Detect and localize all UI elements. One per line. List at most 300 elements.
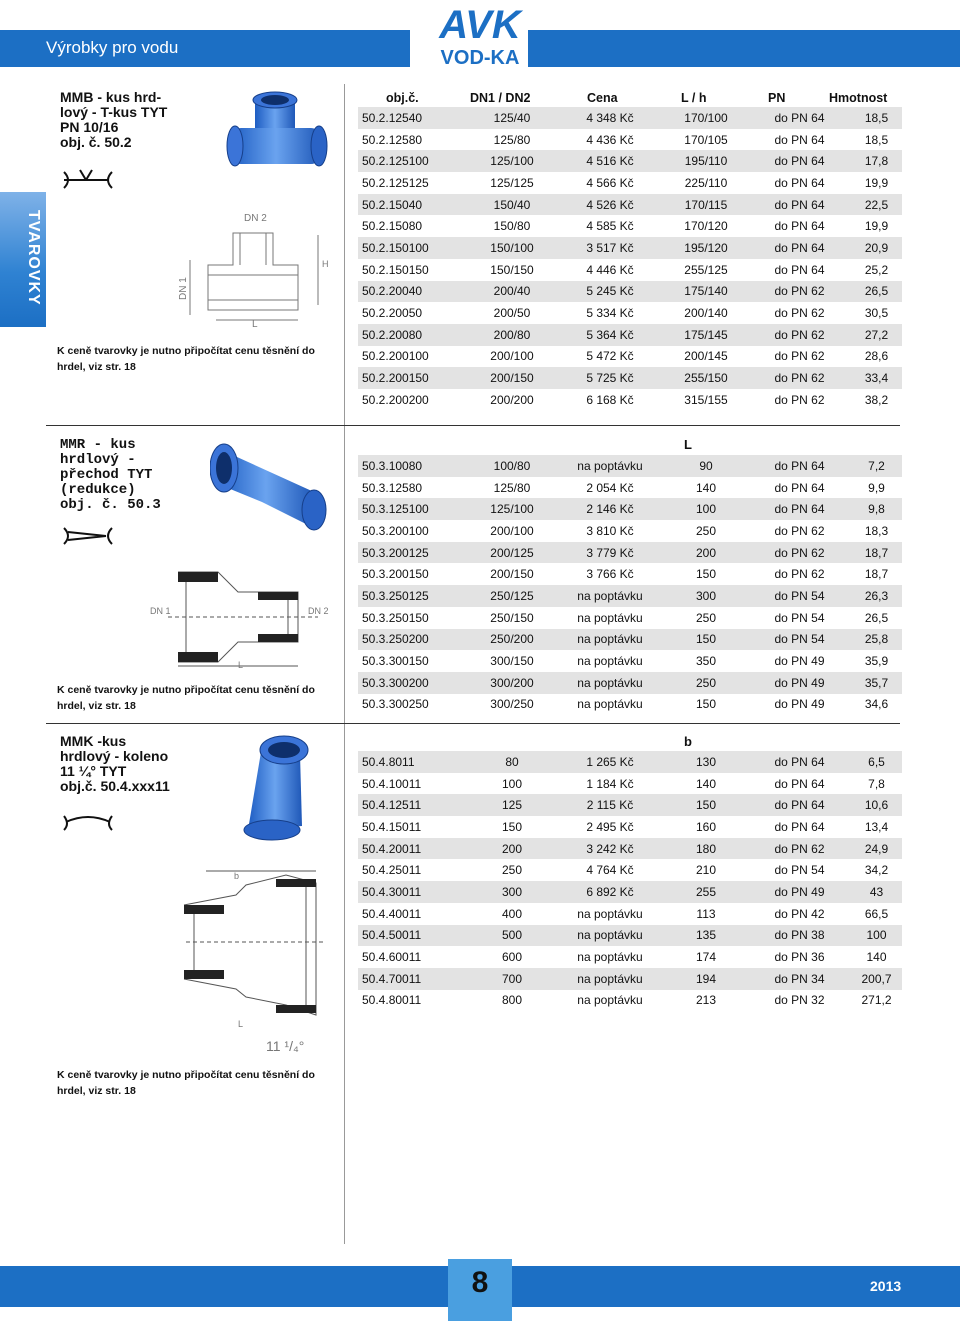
table-cell: 4 348 Kč bbox=[556, 107, 664, 129]
table-row bbox=[358, 237, 902, 259]
table-cell: 200,7 bbox=[851, 968, 902, 990]
table-cell: 200/200 bbox=[490, 392, 534, 407]
table-cell: do PN 62 bbox=[774, 567, 825, 582]
table-cell: 300 bbox=[468, 881, 556, 903]
table-row bbox=[358, 816, 902, 838]
footer-year: 2013 bbox=[870, 1278, 902, 1294]
table-cell: 50.4.25011 bbox=[362, 863, 422, 878]
table-cell: 2 146 Kč bbox=[556, 498, 664, 520]
table-cell: 18,5 bbox=[851, 107, 902, 129]
table-cell: do PN 32 bbox=[774, 993, 825, 1008]
table-cell: 50.3.300250 bbox=[362, 697, 429, 712]
table-row bbox=[358, 990, 902, 1012]
table-row bbox=[358, 107, 902, 129]
table-cell: do PN 64 bbox=[774, 262, 825, 277]
table-cell: 3 810 Kč bbox=[586, 523, 634, 538]
table-row bbox=[358, 542, 902, 564]
mmk-note: K ceně tvarovky je nutno připočítat cenu těsnění do hrdel, viz str. 18 bbox=[57, 1069, 315, 1097]
table-row bbox=[358, 672, 902, 694]
table-row bbox=[358, 455, 902, 477]
table-cell: 6 168 Kč bbox=[586, 392, 634, 407]
table-row bbox=[358, 259, 902, 281]
table-cell: 50.2.12540 bbox=[358, 107, 468, 129]
table-cell: 25,2 bbox=[864, 262, 889, 277]
table-cell: 125/100 bbox=[468, 150, 556, 172]
table-cell: 50.3.200150 bbox=[362, 567, 429, 582]
table-cell: 1 184 Kč bbox=[586, 776, 634, 791]
table-cell: 50.2.20040 bbox=[358, 281, 468, 303]
table-cell: 38,2 bbox=[864, 392, 889, 407]
reducer-drawing bbox=[148, 562, 338, 672]
table-cell: 50.4.20011 bbox=[358, 838, 468, 860]
table-cell: na poptávku bbox=[577, 950, 643, 965]
table-cell: 50.3.125100 bbox=[358, 498, 468, 520]
table-cell: 1 265 Kč bbox=[556, 751, 664, 773]
mmr-table bbox=[358, 455, 902, 715]
table-cell: do PN 34 bbox=[748, 968, 851, 990]
table-cell: 170/100 bbox=[664, 107, 748, 129]
table-cell: 50.2.12580 bbox=[362, 132, 423, 147]
table-cell: 250/125 bbox=[468, 585, 556, 607]
table-cell: do PN 64 bbox=[774, 175, 825, 190]
column-divider bbox=[344, 84, 345, 1244]
section-divider bbox=[46, 425, 900, 426]
bend-photo bbox=[222, 730, 322, 842]
table-row bbox=[358, 129, 902, 151]
table-cell: 194 bbox=[664, 968, 748, 990]
table-cell: 175/145 bbox=[664, 324, 748, 346]
table-cell: na poptávku bbox=[556, 672, 664, 694]
table-row bbox=[358, 751, 902, 773]
table-cell: 160 bbox=[695, 819, 717, 834]
table-cell: 180 bbox=[664, 838, 748, 860]
mmb-note: K ceně tvarovky je nutno připočítat cenu těsnění do hrdel, viz str. 18 bbox=[57, 345, 315, 373]
table-cell: 100/80 bbox=[468, 455, 556, 477]
table-row bbox=[358, 694, 902, 716]
table-row bbox=[358, 607, 902, 629]
reducer-symbol-icon bbox=[60, 522, 116, 550]
table-cell: 50.3.10080 bbox=[358, 455, 468, 477]
table-cell: 43 bbox=[851, 881, 902, 903]
table-cell: 4 516 Kč bbox=[556, 150, 664, 172]
table-row bbox=[358, 563, 902, 585]
table-cell: 150 bbox=[664, 629, 748, 651]
col-header-dn: DN1 / DN2 bbox=[470, 91, 531, 105]
table-cell: 130 bbox=[664, 751, 748, 773]
table-cell: 200/125 bbox=[468, 542, 556, 564]
table-cell: 50.4.60011 bbox=[362, 950, 422, 965]
table-row bbox=[358, 773, 902, 795]
table-cell: 200/50 bbox=[493, 306, 531, 321]
tee-symbol-icon bbox=[60, 166, 116, 194]
table-cell: 50.3.200100 bbox=[362, 523, 429, 538]
table-row bbox=[358, 346, 902, 368]
table-cell: 174 bbox=[695, 950, 717, 965]
table-cell: do PN 62 bbox=[774, 349, 825, 364]
table-cell: 9,8 bbox=[851, 498, 902, 520]
table-cell: 250/200 bbox=[468, 629, 556, 651]
table-cell: 195/120 bbox=[664, 237, 748, 259]
table-cell: 140 bbox=[695, 480, 717, 495]
drawing-label-angle: 11 ¹/₄° bbox=[266, 1038, 305, 1054]
table-cell: 6,5 bbox=[851, 751, 902, 773]
table-cell: do PN 64 bbox=[748, 455, 851, 477]
table-cell: 50.4.8011 bbox=[358, 751, 468, 773]
table-cell: do PN 62 bbox=[748, 838, 851, 860]
table-cell: 19,9 bbox=[864, 219, 889, 234]
drawing-label-h: H bbox=[322, 259, 329, 269]
table-cell: 200 bbox=[468, 838, 556, 860]
table-cell: 26,5 bbox=[864, 610, 889, 625]
table-cell: do PN 62 bbox=[774, 306, 825, 321]
table-cell: 315/155 bbox=[684, 392, 728, 407]
table-cell: 5 472 Kč bbox=[586, 349, 634, 364]
logo-text-top: AVK bbox=[439, 3, 521, 47]
drawing-label-l: L bbox=[252, 319, 258, 330]
table-cell: 300 bbox=[664, 585, 748, 607]
table-cell: 50.4.80011 bbox=[362, 993, 422, 1008]
table-cell: 5 334 Kč bbox=[586, 306, 634, 321]
table-cell: 3 779 Kč bbox=[556, 542, 664, 564]
page-title: Výrobky pro vodu bbox=[46, 38, 179, 57]
mmb-title: MMB - kus hrd- lový - T-kus TYT PN 10/16 obj. č. 50.2 bbox=[60, 89, 168, 150]
reducer-photo bbox=[210, 432, 335, 537]
table-cell: 250/150 bbox=[490, 610, 534, 625]
table-row bbox=[358, 477, 902, 499]
table-cell: 24,9 bbox=[851, 838, 902, 860]
table-cell: 300/150 bbox=[490, 654, 534, 669]
table-cell: 170/115 bbox=[664, 194, 748, 216]
col-header-weight: Hmotnost bbox=[829, 91, 888, 105]
table-cell: 50.4.70011 bbox=[358, 968, 468, 990]
table-cell: 9,9 bbox=[868, 480, 885, 495]
mmk-title: MMK -kus hrdlový - koleno 11 ¼° TYT obj.č. 50.4.xxx11 bbox=[60, 733, 170, 794]
table-cell: do PN 64 bbox=[774, 480, 825, 495]
table-cell: 3 242 Kč bbox=[556, 838, 664, 860]
table-row bbox=[358, 881, 902, 903]
bend-symbol-icon bbox=[60, 810, 116, 834]
table-cell: do PN 64 bbox=[748, 107, 851, 129]
table-cell: 200/80 bbox=[468, 324, 556, 346]
table-cell: 200/150 bbox=[468, 367, 556, 389]
table-cell: 50.4.30011 bbox=[358, 881, 468, 903]
drawing-label-dn2: DN 2 bbox=[244, 213, 267, 224]
logo-text-bottom: VOD-KA bbox=[440, 47, 520, 69]
table-cell: do PN 54 bbox=[748, 585, 851, 607]
table-cell: 150/150 bbox=[490, 262, 534, 277]
section-divider bbox=[46, 723, 900, 724]
table-cell: 125/100 bbox=[468, 498, 556, 520]
table-cell: 150 bbox=[695, 567, 717, 582]
drawing-label-dn1: DN 1 bbox=[150, 606, 171, 616]
table-cell: do PN 64 bbox=[748, 751, 851, 773]
table-cell: do PN 64 bbox=[748, 498, 851, 520]
table-cell: 50.3.250125 bbox=[358, 585, 468, 607]
table-row bbox=[358, 838, 902, 860]
table-cell: 25,8 bbox=[851, 629, 902, 651]
table-cell: 50.4.50011 bbox=[358, 925, 468, 947]
table-row bbox=[358, 585, 902, 607]
table-cell: 50.2.15080 bbox=[362, 219, 423, 234]
mmr-col-header-l: L bbox=[684, 437, 692, 452]
table-cell: 250 bbox=[695, 523, 717, 538]
table-cell: 100 bbox=[501, 776, 523, 791]
table-cell: do PN 64 bbox=[748, 150, 851, 172]
table-cell: 50.4.10011 bbox=[362, 776, 422, 791]
table-cell: 600 bbox=[501, 950, 523, 965]
table-cell: 33,4 bbox=[851, 367, 902, 389]
table-cell: 4 585 Kč bbox=[586, 219, 634, 234]
table-cell: 150/80 bbox=[493, 219, 531, 234]
table-row bbox=[358, 215, 902, 237]
table-cell: 30,5 bbox=[864, 306, 889, 321]
table-row bbox=[358, 302, 902, 324]
table-cell: 20,9 bbox=[851, 237, 902, 259]
table-row bbox=[358, 925, 902, 947]
mmk-col-header-b: b bbox=[684, 734, 692, 749]
table-cell: 50.3.250150 bbox=[362, 610, 429, 625]
table-cell: 50.2.125125 bbox=[362, 175, 429, 190]
drawing-label-l: L bbox=[238, 660, 244, 670]
table-row bbox=[358, 794, 902, 816]
table-cell: 4 764 Kč bbox=[586, 863, 634, 878]
table-cell: 125/40 bbox=[468, 107, 556, 129]
table-cell: do PN 62 bbox=[774, 523, 825, 538]
table-row bbox=[358, 150, 902, 172]
table-cell: 210 bbox=[695, 863, 717, 878]
table-cell: 500 bbox=[468, 925, 556, 947]
table-cell: 125/80 bbox=[493, 132, 531, 147]
table-cell: 18,7 bbox=[864, 567, 889, 582]
table-cell: 195/110 bbox=[664, 150, 748, 172]
table-cell: na poptávku bbox=[556, 455, 664, 477]
table-cell: 4 436 Kč bbox=[586, 132, 634, 147]
mmb-table bbox=[358, 107, 902, 411]
table-cell: na poptávku bbox=[577, 610, 643, 625]
table-cell: 27,2 bbox=[851, 324, 902, 346]
table-cell: do PN 62 bbox=[774, 392, 825, 407]
col-header-price: Cena bbox=[587, 91, 618, 105]
table-cell: 135 bbox=[664, 925, 748, 947]
table-cell: 35,9 bbox=[864, 654, 889, 669]
table-cell: 13,4 bbox=[864, 819, 889, 834]
table-cell: 150 bbox=[695, 697, 717, 712]
table-cell: 2 115 Kč bbox=[556, 794, 664, 816]
table-cell: do PN 62 bbox=[748, 281, 851, 303]
table-cell: 140 bbox=[866, 950, 887, 965]
table-cell: 200/145 bbox=[684, 349, 728, 364]
table-cell: 200/100 bbox=[490, 349, 534, 364]
table-row bbox=[358, 194, 902, 216]
mmk-table bbox=[358, 751, 902, 1011]
table-cell: na poptávku bbox=[577, 697, 643, 712]
table-cell: 170/105 bbox=[684, 132, 728, 147]
table-cell: 50.2.200200 bbox=[362, 392, 429, 407]
table-cell: na poptávku bbox=[556, 925, 664, 947]
table-cell: 17,8 bbox=[851, 150, 902, 172]
table-cell: 50.3.200125 bbox=[358, 542, 468, 564]
table-cell: 50.3.300200 bbox=[358, 672, 468, 694]
mmr-note: K ceně tvarovky je nutno připočítat cenu těsnění do hrdel, viz str. 18 bbox=[57, 684, 315, 712]
table-cell: 125/80 bbox=[493, 480, 531, 495]
table-row bbox=[358, 903, 902, 925]
table-cell: 213 bbox=[695, 993, 717, 1008]
table-cell: 26,5 bbox=[851, 281, 902, 303]
header-bar-right bbox=[528, 30, 960, 67]
table-cell: na poptávku bbox=[577, 906, 643, 921]
table-row bbox=[358, 629, 902, 651]
table-cell: do PN 62 bbox=[748, 367, 851, 389]
table-cell: do PN 42 bbox=[774, 906, 825, 921]
table-cell: 125/125 bbox=[490, 175, 534, 190]
table-cell: 50.2.20080 bbox=[358, 324, 468, 346]
table-cell: 170/120 bbox=[684, 219, 728, 234]
table-row bbox=[358, 389, 902, 411]
table-cell: 2 054 Kč bbox=[586, 480, 634, 495]
table-cell: 6 892 Kč bbox=[556, 881, 664, 903]
table-cell: na poptávku bbox=[556, 968, 664, 990]
table-cell: 800 bbox=[501, 993, 523, 1008]
table-cell: 113 bbox=[696, 906, 716, 921]
table-row bbox=[358, 859, 902, 881]
table-cell: 50.3.12580 bbox=[362, 480, 423, 495]
table-cell: do PN 49 bbox=[774, 654, 825, 669]
header-bar bbox=[0, 30, 410, 67]
table-cell: 19,9 bbox=[864, 175, 889, 190]
table-cell: 18,5 bbox=[864, 132, 889, 147]
table-cell: 400 bbox=[501, 906, 523, 921]
table-cell: 50.4.40011 bbox=[362, 906, 422, 921]
table-cell: 28,6 bbox=[864, 349, 889, 364]
table-cell: 50.3.300150 bbox=[362, 654, 429, 669]
table-cell: 200/140 bbox=[684, 306, 728, 321]
table-row bbox=[358, 324, 902, 346]
drawing-label-b: b bbox=[234, 871, 240, 881]
table-cell: 50.4.12511 bbox=[358, 794, 468, 816]
table-cell: 3 517 Kč bbox=[556, 237, 664, 259]
bend-drawing bbox=[176, 865, 341, 1055]
col-header-code: obj.č. bbox=[386, 91, 419, 105]
table-cell: do PN 62 bbox=[748, 324, 851, 346]
table-cell: 50.2.15040 bbox=[358, 194, 468, 216]
table-cell: 255 bbox=[664, 881, 748, 903]
table-cell: 50.2.200150 bbox=[358, 367, 468, 389]
table-cell: do PN 54 bbox=[748, 629, 851, 651]
table-cell: 200/100 bbox=[490, 523, 534, 538]
table-row bbox=[358, 367, 902, 389]
table-cell: 5 725 Kč bbox=[556, 367, 664, 389]
table-cell: 26,3 bbox=[851, 585, 902, 607]
table-cell: 175/140 bbox=[664, 281, 748, 303]
table-cell: 4 526 Kč bbox=[556, 194, 664, 216]
table-cell: na poptávku bbox=[556, 585, 664, 607]
table-cell: do PN 49 bbox=[748, 672, 851, 694]
table-cell: 7,8 bbox=[868, 776, 885, 791]
table-row bbox=[358, 520, 902, 542]
drawing-label-dn1: DN 1 bbox=[178, 277, 189, 300]
table-cell: do PN 64 bbox=[748, 194, 851, 216]
table-cell: 7,2 bbox=[851, 455, 902, 477]
tee-drawing bbox=[178, 205, 338, 330]
table-cell: 50.2.200100 bbox=[362, 349, 429, 364]
table-cell: na poptávku bbox=[577, 993, 643, 1008]
table-cell: 2 495 Kč bbox=[586, 819, 634, 834]
table-cell: 4 446 Kč bbox=[586, 262, 634, 277]
table-cell: do PN 38 bbox=[748, 925, 851, 947]
mmr-title: MMR - kus hrdlový - přechod TYT (redukce) obj. č. 50.3 bbox=[60, 437, 161, 513]
table-cell: na poptávku bbox=[577, 654, 643, 669]
table-cell: do PN 62 bbox=[748, 542, 851, 564]
table-cell: 35,7 bbox=[851, 672, 902, 694]
table-cell: 150 bbox=[664, 794, 748, 816]
table-cell: 150/40 bbox=[468, 194, 556, 216]
table-cell: 255/150 bbox=[664, 367, 748, 389]
table-cell: 300/200 bbox=[468, 672, 556, 694]
table-cell: 50.3.250200 bbox=[358, 629, 468, 651]
table-cell: 5 245 Kč bbox=[556, 281, 664, 303]
table-cell: 200/150 bbox=[490, 567, 534, 582]
table-cell: do PN 49 bbox=[774, 697, 825, 712]
table-cell: 150 bbox=[501, 819, 523, 834]
table-cell: 80 bbox=[468, 751, 556, 773]
table-cell: 350 bbox=[695, 654, 717, 669]
table-cell: 66,5 bbox=[864, 906, 889, 921]
avk-logo bbox=[432, 0, 528, 70]
table-cell: do PN 64 bbox=[774, 776, 825, 791]
table-cell: 100 bbox=[851, 925, 902, 947]
col-header-lh: L / h bbox=[681, 91, 707, 105]
table-cell: 34,6 bbox=[864, 697, 889, 712]
table-cell: do PN 64 bbox=[774, 219, 825, 234]
table-cell: 50.2.20050 bbox=[362, 306, 423, 321]
table-cell: do PN 36 bbox=[774, 950, 825, 965]
table-cell: do PN 64 bbox=[748, 794, 851, 816]
tee-photo bbox=[225, 88, 335, 188]
table-cell: do PN 64 bbox=[774, 819, 825, 834]
table-cell: do PN 54 bbox=[774, 863, 825, 878]
table-row bbox=[358, 650, 902, 672]
table-cell: 300/250 bbox=[490, 697, 534, 712]
table-cell: 18,7 bbox=[851, 542, 902, 564]
table-cell: 22,5 bbox=[851, 194, 902, 216]
table-cell: 50.2.150150 bbox=[362, 262, 429, 277]
table-cell: 50.2.150100 bbox=[358, 237, 468, 259]
table-cell: 50.2.125100 bbox=[358, 150, 468, 172]
table-cell: 200 bbox=[664, 542, 748, 564]
table-cell: 250 bbox=[695, 610, 717, 625]
table-cell: na poptávku bbox=[556, 629, 664, 651]
table-cell: 4 566 Kč bbox=[586, 175, 634, 190]
table-row bbox=[358, 172, 902, 194]
table-cell: 250 bbox=[501, 863, 523, 878]
table-cell: 700 bbox=[468, 968, 556, 990]
table-cell: 18,3 bbox=[864, 523, 889, 538]
table-cell: 125 bbox=[468, 794, 556, 816]
table-cell: 200/40 bbox=[468, 281, 556, 303]
table-cell: do PN 54 bbox=[774, 610, 825, 625]
table-row bbox=[358, 281, 902, 303]
table-cell: 3 766 Kč bbox=[586, 567, 634, 582]
table-cell: do PN 64 bbox=[748, 237, 851, 259]
table-cell: 250 bbox=[664, 672, 748, 694]
table-cell: 50.4.15011 bbox=[362, 819, 422, 834]
page-number: 8 bbox=[471, 1266, 489, 1299]
table-cell: 140 bbox=[695, 776, 717, 791]
table-cell: 100 bbox=[664, 498, 748, 520]
drawing-label-dn2: DN 2 bbox=[308, 606, 329, 616]
table-row bbox=[358, 968, 902, 990]
table-cell: 5 364 Kč bbox=[556, 324, 664, 346]
